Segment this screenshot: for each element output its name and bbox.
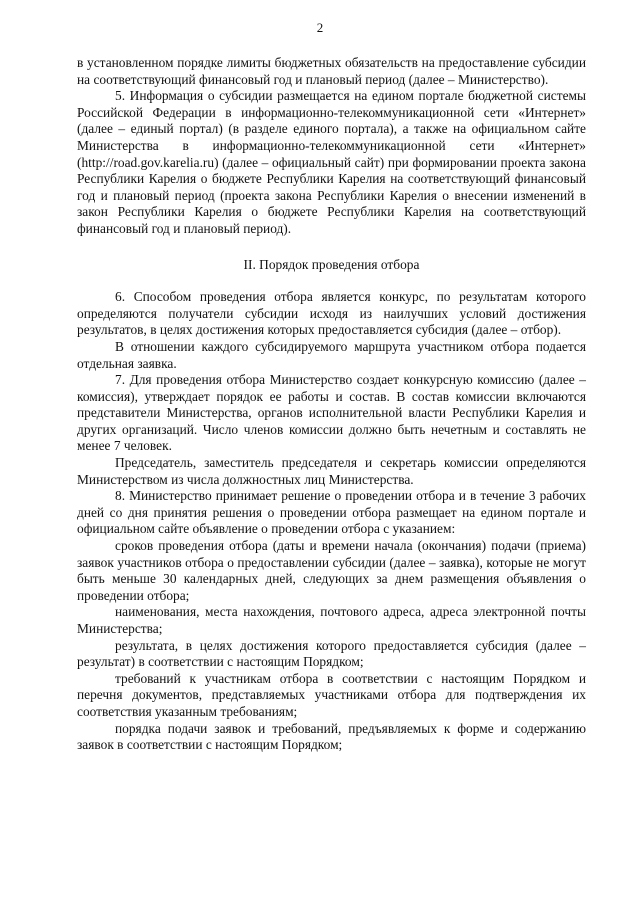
list-item-submission-procedure: порядка подачи заявок и требований, предъявляемых к форме и содержанию заявок в соответствии с настоящим Порядком;: [77, 720, 586, 753]
section-heading: II. Порядок проведения отбора: [243, 256, 420, 272]
paragraph-separate-application: В отношении каждого субсидируемого маршрута участником отбора подается отдельная заявка.: [77, 338, 586, 371]
paragraph-continuation: в установленном порядке лимиты бюджетных обязательств на предоставление субсидии на соответствующий финансовый год и плановый период (далее – Министерство).: [77, 55, 586, 87]
list-item-result: результата, в целях достижения которого предоставляется субсидия (далее – результат) в соответствии с настоящим Порядком;: [77, 637, 586, 670]
document-body: [77, 55, 586, 754]
paragraph-item-6: 6. Способом проведения отбора является конкурс, по результатам которого определяются получатели субсидии исходя из наилучших условий достижения результатов, в целях достижения которых предоставляется субсидия (далее – отбор).: [77, 289, 586, 338]
page-number: 2: [316, 20, 324, 35]
paragraph-commission-officers: Председатель, заместитель председателя и секретарь комиссии определяются Министерством из числа должностных лиц Министерства.: [77, 455, 586, 487]
list-item-contacts: наименования, места нахождения, почтового адреса, адреса электронной почты Министерства;: [77, 604, 586, 636]
paragraph-item-8: 8. Министерство принимает решение о проведении отбора и в течение 3 рабочих дней со дня принятия решения о проведении отбора размещает на едином портале и официальном сайте объявление о проведении отбора с указанием:: [77, 488, 586, 537]
paragraph-item-5: 5. Информация о субсидии размещается на едином портале бюджетной системы Российской Федерации в информационно-телекоммуникационной сети «Интернет» (далее – единый портал) (в разделе единого портала), а также на официальном сайте Министерства в информационно-телекоммуникационной сети «Интернет» (http://road.gov.karelia.ru) (далее – официальный сайт) при формировании проекта закона Республики Карелия о бюджете Республики Карелия на соответствующий финансовый год и плановый период (проекта закона Республики Карелия о внесении изменений в закон Республики Карелия о бюджете Республики Карелия на соответствующий финансовый год и плановый период).: [77, 88, 586, 236]
paragraph-item-7: 7. Для проведения отбора Министерство создает конкурсную комиссию (далее – комиссия), утверждает порядок ее работы и состав. В состав комиссии включаются представители Министерства, органов исполнительной власти Республики Карелия и других организаций. Число членов комиссии должно быть нечетным и составлять не менее 7 человек.: [77, 372, 586, 454]
list-item-deadlines: сроков проведения отбора (даты и времени начала (окончания) подачи (приема) заявок участников отбора о предоставлении субсидии (далее – заявка), которые не могут быть меньше 30 календарных дней, следующих за днем размещения объявления о проведении отбора;: [77, 538, 586, 603]
list-item-requirements: требований к участникам отбора в соответствии с настоящим Порядком и перечня документов, представляемых участниками отбора для подтверждения их соответствия указанным требованиям;: [77, 670, 586, 719]
